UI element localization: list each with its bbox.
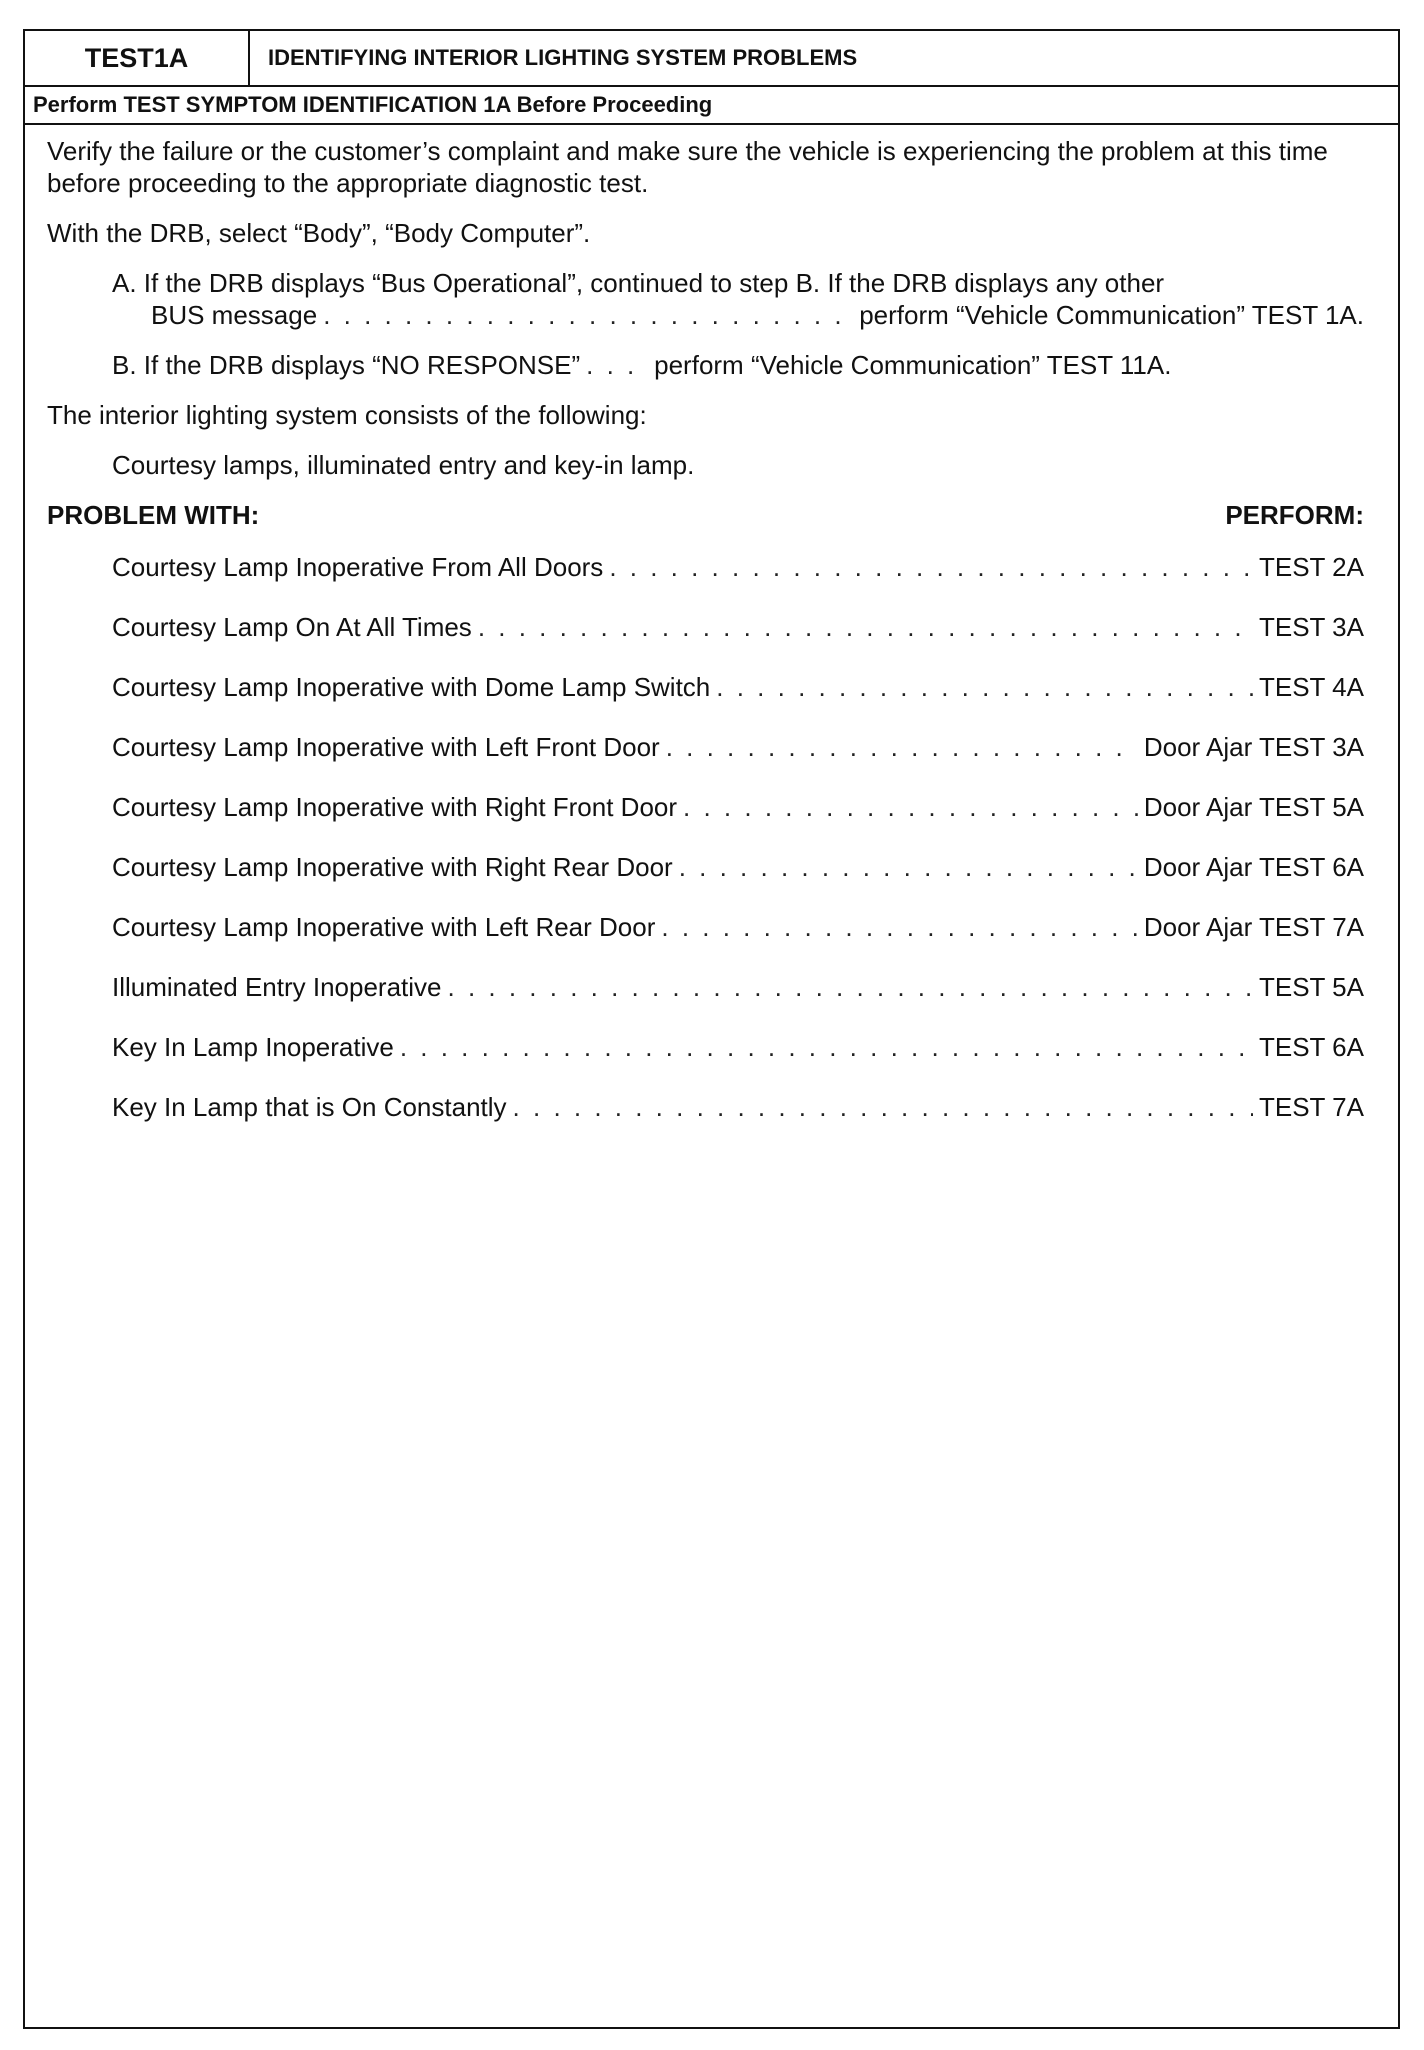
table-row	[112, 671, 1364, 703]
table-row	[112, 1031, 1364, 1063]
step-a-line2	[151, 299, 1364, 331]
test-id: TEST1A	[25, 31, 250, 85]
row-perform: TEST 5A	[1258, 972, 1364, 1002]
table-row	[112, 851, 1364, 883]
leader-dots	[323, 299, 853, 331]
row-perform: TEST 2A	[1258, 552, 1364, 582]
step-b-text: B. If the DRB displays “NO RESPONSE”	[112, 350, 581, 380]
leader-dots	[679, 851, 1138, 883]
leader-dots	[448, 971, 1253, 1003]
row-problem: Courtesy Lamp Inoperative From All Doors	[112, 552, 604, 582]
row-problem: Courtesy Lamp Inoperative with Right Front Door	[112, 792, 678, 822]
body	[25, 125, 1398, 1123]
select-paragraph: With the DRB, select “Body”, “Body Computer”.	[47, 218, 591, 248]
leader-dots	[683, 791, 1138, 823]
step-a-line1: A. If the DRB displays “Bus Operational”, continued to step B. If the DRB displays any other	[112, 268, 1165, 298]
leader-dots	[609, 551, 1253, 583]
table-row	[112, 791, 1364, 823]
step-b	[112, 349, 1364, 381]
step-a-text: BUS message	[151, 300, 318, 330]
col-perform: PERFORM:	[1225, 500, 1364, 530]
table-row	[112, 731, 1364, 763]
row-problem: Courtesy Lamp Inoperative with Right Rear Door	[112, 852, 673, 882]
leader-dots	[513, 1091, 1253, 1123]
row-problem: Courtesy Lamp On At All Times	[112, 612, 472, 642]
leader-dots	[661, 911, 1137, 943]
consists-paragraph: The interior lighting system consists of the following:	[47, 400, 647, 430]
header-row	[25, 31, 1398, 87]
step-b-result: perform “Vehicle Communication” TEST 11A.	[654, 350, 1172, 380]
verify-paragraph: Verify the failure or the customer’s complaint and make sure the vehicle is experiencing the problem at this time before proceeding to the appropriate diagnostic test.	[47, 136, 1328, 198]
problem-table	[47, 551, 1364, 1123]
col-problem: PROBLEM WITH:	[47, 500, 260, 530]
row-problem: Courtesy Lamp Inoperative with Left Rear Door	[112, 912, 656, 942]
table-row	[112, 911, 1364, 943]
table-header	[47, 499, 1364, 531]
row-perform: TEST 4A	[1258, 672, 1364, 702]
leader-dots	[716, 671, 1253, 703]
leader-dots	[478, 611, 1253, 643]
row-problem: Illuminated Entry Inoperative	[112, 972, 442, 1002]
row-perform: Door Ajar TEST 5A	[1143, 792, 1364, 822]
table-row	[112, 971, 1364, 1003]
test-page	[23, 29, 1400, 2029]
step-a-result: perform “Vehicle Communication” TEST 1A.	[859, 300, 1364, 330]
row-perform: Door Ajar TEST 3A	[1143, 732, 1364, 762]
table-row	[112, 611, 1364, 643]
row-problem: Courtesy Lamp Inoperative with Dome Lamp Switch	[112, 672, 711, 702]
leader-dots	[586, 349, 648, 381]
row-perform: Door Ajar TEST 7A	[1143, 912, 1364, 942]
step-a	[112, 267, 1364, 331]
leader-dots	[666, 731, 1138, 763]
test-title: IDENTIFYING INTERIOR LIGHTING SYSTEM PROBLEMS	[268, 45, 858, 70]
table-row	[112, 1091, 1364, 1123]
row-problem: Key In Lamp Inoperative	[112, 1032, 394, 1062]
row-perform: TEST 6A	[1258, 1032, 1364, 1062]
row-problem: Courtesy Lamp Inoperative with Left Front Door	[112, 732, 660, 762]
row-perform: Door Ajar TEST 6A	[1143, 852, 1364, 882]
table-row	[112, 551, 1364, 583]
prerequisite: Perform TEST SYMPTOM IDENTIFICATION 1A Before Proceeding	[25, 87, 1398, 125]
leader-dots	[400, 1031, 1253, 1063]
row-perform: TEST 7A	[1258, 1092, 1364, 1122]
row-perform: TEST 3A	[1258, 612, 1364, 642]
row-problem: Key In Lamp that is On Constantly	[112, 1092, 507, 1122]
components-paragraph: Courtesy lamps, illuminated entry and key-in lamp.	[112, 450, 695, 480]
